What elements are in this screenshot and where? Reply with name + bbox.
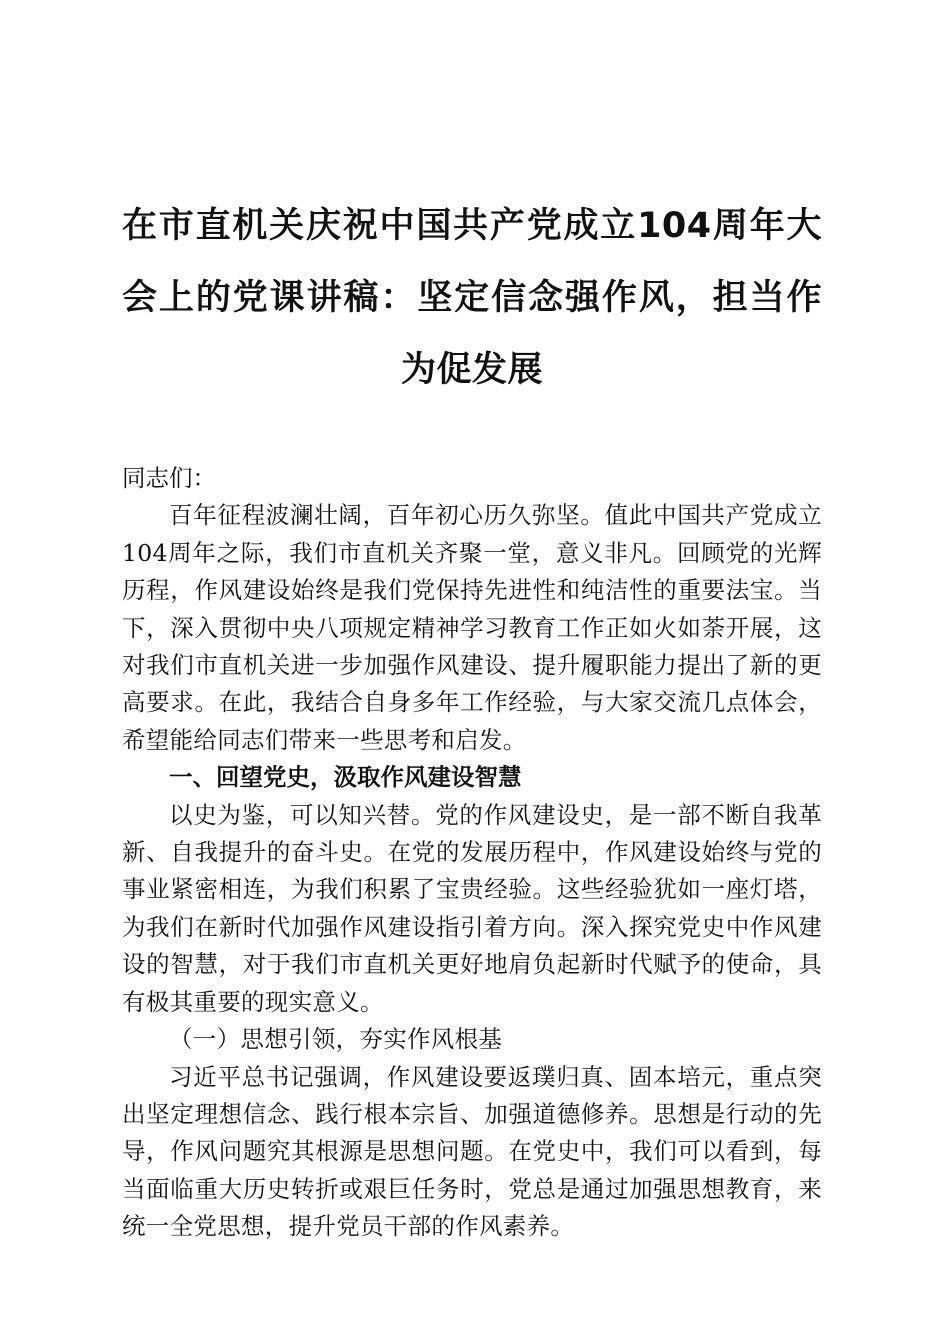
- document-title: 在市直机关庆祝中国共产党成立104周年大会上的党课讲稿：坚定信念强作风，担当作为促发展: [122, 206, 822, 390]
- document-page: [122, 190, 822, 1246]
- section-heading-1: 一、回望党史，汲取作风建设智慧: [169, 763, 522, 792]
- section-1-paragraph: 以史为鉴，可以知兴替。党的作风建设史，是一部不断自我革新、自我提升的奋斗史。在党的发展历程中，作风建设始终与党的事业紧密相连，为我们积累了宝贵经验。这些经验犹如一座灯塔，为我们在新时代加强作风建设指引着方向。深入探究党史中作风建设的智慧，对于我们市直机关更好地肩负起新时代赋予的使命，具有极其重要的现实意义。: [122, 800, 822, 1016]
- intro-paragraph: 百年征程波澜壮阔，百年初心历久弥坚。值此中国共产党成立104周年之际，我们市直机关齐聚一堂，意义非凡。回顾党的光辉历程，作风建设始终是我们党保持先进性和纯洁性的重要法宝。当下，深入贯彻中央八项规定精神学习教育工作正如火如荼开展，这对我们市直机关进一步加强作风建设、提升履职能力提出了新的更高要求。在此，我结合自身多年工作经验，与大家交流几点体会，希望能给同志们带来一些思考和启发。: [122, 501, 822, 754]
- salutation: 同志们：: [122, 464, 216, 492]
- subsection-1-paragraph: 习近平总书记强调，作风建设要返璞归真、固本培元，重点突出坚定理想信念、践行根本宗旨、加强道德修养。思想是行动的先导，作风问题究其根源是思想问题。在党史中，我们可以看到，每当面临重大历史转折或艰巨任务时，党总是通过加强思想教育，来统一全党思想，提升党员干部的作风素养。: [122, 1062, 822, 1241]
- subsection-heading-1: （一）思想引领，夯实作风根基: [169, 1025, 503, 1054]
